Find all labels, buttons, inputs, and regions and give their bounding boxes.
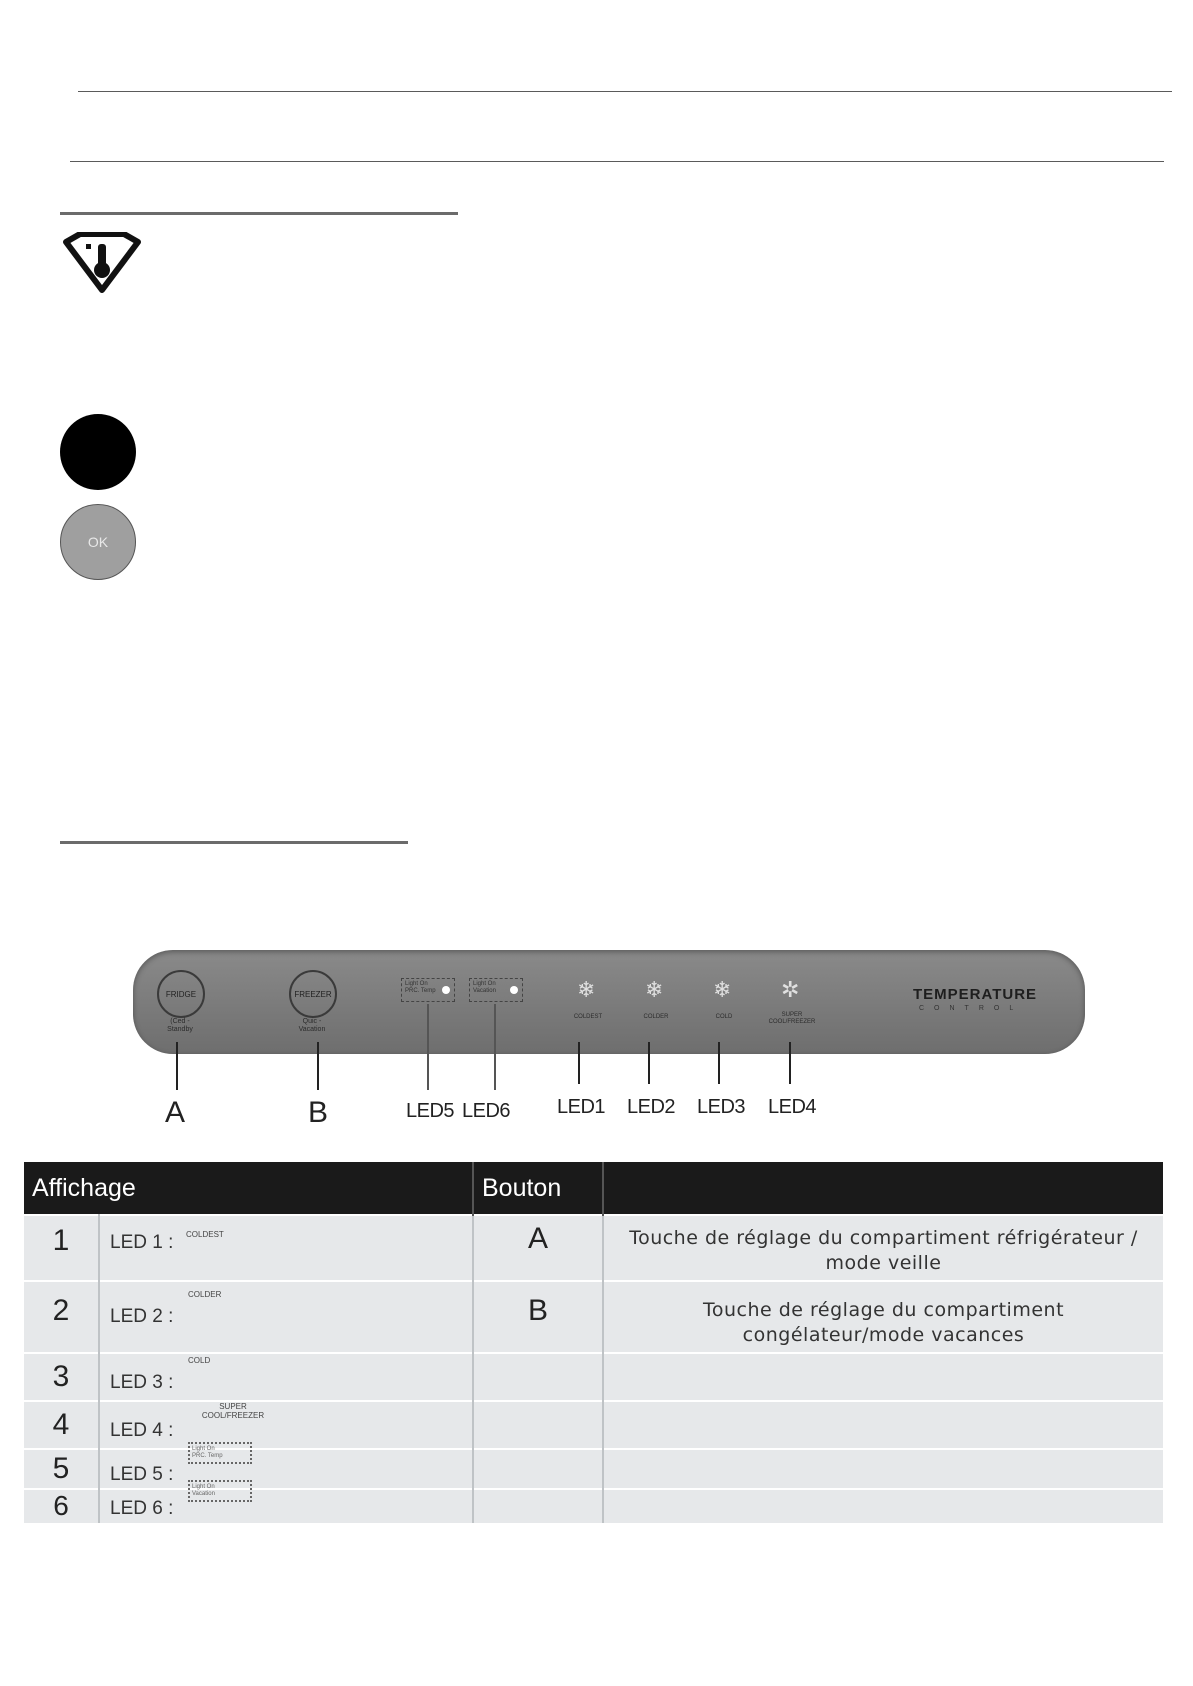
callout-led2: LED2 (627, 1096, 676, 1118)
row-led-small: COLD (188, 1356, 211, 1365)
leader-led3 (718, 1042, 720, 1084)
row-led (99, 1353, 473, 1401)
snow-label-colder: COLDER (643, 1014, 669, 1020)
fridge-button[interactable] (157, 970, 205, 1018)
snow-label-cold: COLD (715, 1014, 733, 1020)
panel-brand-sub: CONTROL (919, 1005, 1024, 1012)
fridge-button-sub: (Ced - Standby (167, 1018, 193, 1033)
top-rule-1 (78, 91, 1172, 92)
leader-led1 (578, 1042, 580, 1084)
freezer-button[interactable] (289, 970, 337, 1018)
super-cool-icon: ✲ (781, 978, 800, 1003)
row-led-label: LED 5 : (110, 1464, 174, 1485)
row-button (473, 1353, 603, 1401)
row-number: 1 (24, 1215, 99, 1281)
led5-indicator-text: Light On PRC. Temp (405, 981, 436, 994)
row-desc (603, 1353, 1163, 1401)
leader-a (176, 1042, 178, 1090)
row-desc (603, 1401, 1163, 1449)
table-header-row (24, 1162, 1163, 1215)
table-row (24, 1489, 1163, 1523)
leader-led5 (427, 1004, 429, 1090)
callout-led5: LED5 (406, 1100, 455, 1122)
callout-led4: LED4 (768, 1096, 817, 1118)
freezer-button-label: FREEZER (294, 989, 332, 999)
header-affichage: Affichage (24, 1162, 473, 1215)
table-row (24, 1353, 1163, 1401)
row-led-small: COLDEST (186, 1230, 224, 1239)
row-led-small: SUPER COOL/FREEZER (201, 1402, 265, 1420)
leader-led4 (789, 1042, 791, 1084)
section-rule-1 (60, 212, 458, 215)
row-led-small: COLDER (188, 1290, 222, 1299)
row-desc (603, 1449, 1163, 1489)
row-led (99, 1215, 473, 1281)
row-led (99, 1446, 473, 1489)
callout-led3: LED3 (697, 1096, 746, 1118)
callout-a: A (165, 1096, 186, 1129)
row-led-label: LED 4 : (110, 1420, 174, 1441)
row-number: 6 (24, 1489, 99, 1523)
black-circle-icon (60, 414, 136, 490)
led6-indicator (469, 978, 523, 1002)
led6-dot (510, 986, 518, 994)
snow-label-super: SUPER COOL/FREEZER (768, 1012, 816, 1025)
header-bouton: Bouton (473, 1162, 603, 1215)
row-led-small: Light On Vacation (188, 1480, 252, 1502)
row-led-label: LED 3 : (110, 1372, 174, 1393)
row-led (99, 1484, 473, 1523)
row-number: 2 (24, 1281, 99, 1353)
snowflake-icon-colder: ❄ (645, 978, 664, 1003)
ok-button[interactable]: OK (60, 504, 136, 580)
row-button: B (473, 1281, 603, 1353)
row-led-label: LED 1 : (110, 1232, 174, 1253)
top-rule-2 (70, 161, 1164, 162)
row-number: 5 (24, 1449, 99, 1489)
control-panel (133, 950, 1085, 1054)
snowflake-icon-cold: ❄ (713, 978, 732, 1003)
snow-label-coldest: COLDEST (573, 1014, 603, 1020)
callout-led1: LED1 (557, 1096, 606, 1118)
header-description (603, 1162, 1163, 1215)
freezer-button-sub: Quic - Vacation (298, 1018, 326, 1033)
row-led (99, 1281, 473, 1353)
fridge-button-label: FRIDGE (165, 989, 197, 999)
row-desc: Touche de réglage du compartiment réfrigérateur / mode veille (603, 1215, 1163, 1281)
row-led (99, 1401, 473, 1449)
leader-led2 (648, 1042, 650, 1084)
row-desc (603, 1489, 1163, 1523)
row-button (473, 1449, 603, 1489)
row-button (473, 1401, 603, 1449)
row-led-small: Light On PRC. Temp (188, 1442, 252, 1464)
callout-b: B (308, 1096, 329, 1129)
table-row (24, 1215, 1163, 1281)
thermometer-warning-icon (60, 232, 144, 294)
row-led-label: LED 6 : (110, 1498, 174, 1519)
row-desc: Touche de réglage du compartiment congélateur/mode vacances (603, 1281, 1163, 1353)
led5-dot (442, 986, 450, 994)
row-led-label: LED 2 : (110, 1306, 174, 1327)
led6-indicator-text: Light On Vacation (473, 981, 496, 994)
leader-led6 (494, 1004, 496, 1090)
table-row (24, 1281, 1163, 1353)
row-number: 4 (24, 1401, 99, 1449)
leader-b (317, 1042, 319, 1090)
section-rule-2 (60, 841, 408, 844)
display-button-table (24, 1162, 1163, 1523)
row-number: 3 (24, 1353, 99, 1401)
callout-led6: LED6 (462, 1100, 511, 1122)
snowflake-icon-coldest: ❄ (577, 978, 596, 1003)
led5-indicator (401, 978, 455, 1002)
row-button (473, 1489, 603, 1523)
row-button: A (473, 1215, 603, 1281)
panel-brand: TEMPERATURE (913, 986, 1038, 1003)
